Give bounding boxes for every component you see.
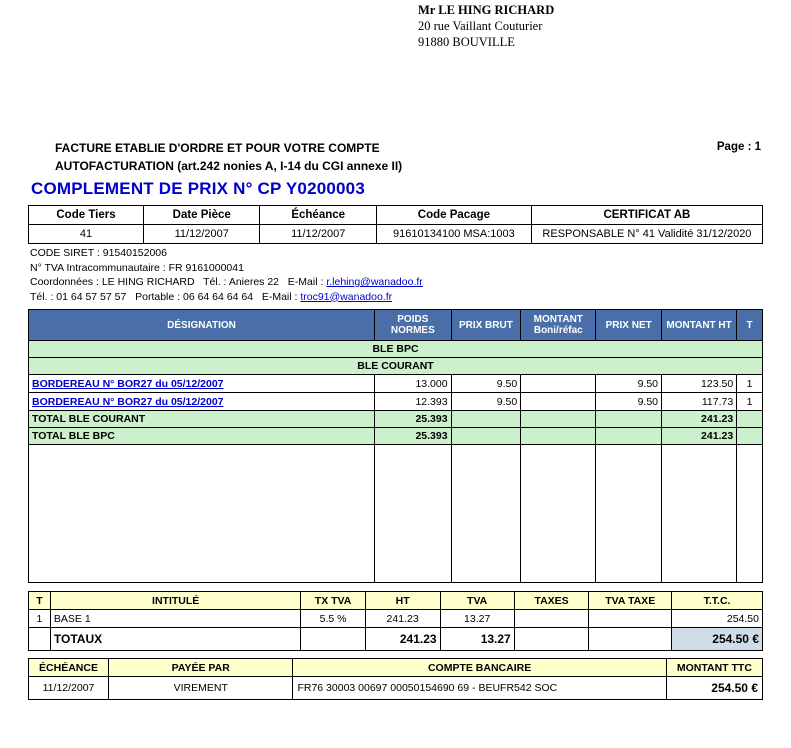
designation-table bbox=[28, 309, 763, 583]
total-boni-ble-courant bbox=[521, 411, 596, 428]
table-empty-space bbox=[29, 445, 763, 583]
totaux-ht: 241.23 bbox=[365, 628, 440, 651]
portable-value: 06 64 64 64 64 bbox=[182, 290, 254, 303]
email-link-1[interactable]: r.lehing@wanadoo.fr bbox=[326, 276, 423, 288]
total-brut-ble-courant bbox=[451, 411, 521, 428]
totaux-taxes bbox=[514, 628, 589, 651]
portable-label: Portable : bbox=[135, 290, 181, 303]
payment-row bbox=[29, 677, 763, 700]
tva-row-taxes bbox=[514, 610, 589, 628]
tva-line bbox=[30, 261, 423, 276]
total-t-ble-bpc bbox=[737, 428, 763, 445]
tva-totaux-row bbox=[29, 628, 763, 651]
tva-col-header-taxes: TAXES bbox=[514, 592, 589, 610]
col-header-poids: POIDS NORMES bbox=[375, 310, 452, 341]
tva-row-tva-taxe bbox=[589, 610, 672, 628]
tva-row-t: 1 bbox=[29, 610, 51, 628]
payment-col-header-compte: COMPTE BANCAIRE bbox=[293, 659, 666, 677]
total-poids-ble-bpc: 25.393 bbox=[375, 428, 452, 445]
facture-statement-line-2: AUTOFACTURATION (art.242 nonies A, I-14 du CGI annexe II) bbox=[55, 159, 403, 173]
total-row-ble-courant bbox=[29, 411, 763, 428]
row-designation-cell bbox=[29, 393, 375, 411]
row-prix-brut: 9.50 bbox=[451, 375, 521, 393]
row-montant-ht: 117.73 bbox=[662, 393, 737, 411]
payment-col-header-echeance: ÉCHÉANCE bbox=[29, 659, 109, 677]
value-certificat: RESPONSABLE N° 41 Validité 31/12/2020 bbox=[531, 225, 762, 244]
payment-compte-bancaire: FR76 30003 00697 00050154690 69 - BEUFR542 SOC bbox=[293, 677, 666, 700]
info-header-row bbox=[29, 206, 763, 225]
total-t-ble-courant bbox=[737, 411, 763, 428]
tel-value-1: Anieres 22 bbox=[228, 276, 280, 288]
value-code-pacage: 91610134100 MSA:1003 bbox=[376, 225, 531, 244]
col-header-montant-ht: MONTANT HT bbox=[662, 310, 737, 341]
payment-col-header-montant-ttc: MONTANT TTC bbox=[666, 659, 762, 677]
row-montant-boni bbox=[521, 375, 596, 393]
col-header-designation: DÉSIGNATION bbox=[29, 310, 375, 341]
row-prix-brut: 9.50 bbox=[451, 393, 521, 411]
total-poids-ble-courant: 25.393 bbox=[375, 411, 452, 428]
total-label-ble-courant: TOTAL BLE COURANT bbox=[29, 411, 375, 428]
totaux-label: TOTAUX bbox=[50, 628, 301, 651]
payment-montant-ttc: 254.50 € bbox=[666, 677, 762, 700]
tva-col-header-intitule: INTITULÉ bbox=[50, 592, 301, 610]
section-row-ble-courant bbox=[29, 358, 763, 375]
totaux-tva-taxe bbox=[589, 628, 672, 651]
header-code-pacage: Code Pacage bbox=[376, 206, 531, 225]
invoice-info-table bbox=[28, 205, 763, 244]
payment-table bbox=[28, 658, 763, 700]
facture-statement bbox=[55, 139, 402, 175]
email-label-1: E-Mail : bbox=[287, 276, 324, 288]
row-montant-ht: 123.50 bbox=[662, 375, 737, 393]
tva-col-header-tva: TVA bbox=[440, 592, 514, 610]
tva-row-tva: 13.27 bbox=[440, 610, 514, 628]
payment-payee-par: VIREMENT bbox=[109, 677, 293, 700]
tva-col-header-ht: HT bbox=[365, 592, 440, 610]
total-montant-ht-ble-courant: 241.23 bbox=[662, 411, 737, 428]
tel-label-1: Tél. : bbox=[203, 276, 227, 288]
row-poids: 13.000 bbox=[375, 375, 452, 393]
document-title: COMPLEMENT DE PRIX N° CP Y0200003 bbox=[31, 179, 365, 198]
header-echeance: Échéance bbox=[260, 206, 376, 225]
value-date-piece: 11/12/2007 bbox=[144, 225, 260, 244]
recipient-name: Mr LE HING RICHARD bbox=[418, 3, 555, 17]
totaux-tva: 13.27 bbox=[440, 628, 514, 651]
payment-col-header-payee-par: PAYÉE PAR bbox=[109, 659, 293, 677]
empty-cell-t bbox=[737, 445, 763, 583]
page-number: Page : 1 bbox=[716, 141, 761, 153]
empty-cell-brut bbox=[451, 445, 521, 583]
tva-row-intitule: BASE 1 bbox=[50, 610, 301, 628]
recipient-address-line-2: 91880 BOUVILLE bbox=[418, 35, 515, 49]
value-echeance: 11/12/2007 bbox=[260, 225, 376, 244]
section-label-ble-bpc: BLE BPC bbox=[29, 341, 763, 358]
empty-cell-net bbox=[596, 445, 662, 583]
designation-header-row bbox=[29, 310, 763, 341]
recipient-address-line-1: 20 rue Vaillant Couturier bbox=[418, 19, 543, 33]
totaux-ttc: 254.50 € bbox=[672, 628, 763, 651]
total-montant-ht-ble-bpc: 241.23 bbox=[662, 428, 737, 445]
totaux-empty-tx bbox=[301, 628, 365, 651]
tva-col-header-ttc: T.T.C. bbox=[672, 592, 763, 610]
tva-row bbox=[29, 610, 763, 628]
total-label-ble-bpc: TOTAL BLE BPC bbox=[29, 428, 375, 445]
tel-label-2: Tél. : bbox=[30, 290, 54, 303]
recipient-address bbox=[418, 2, 554, 50]
tva-label: N° TVA Intracommunautaire : bbox=[30, 261, 166, 274]
total-row-ble-bpc bbox=[29, 428, 763, 445]
col-header-prix-net: PRIX NET bbox=[596, 310, 662, 341]
table-row bbox=[29, 393, 763, 411]
bordereau-link[interactable]: BORDEREAU N° BOR27 du 05/12/2007 bbox=[32, 395, 224, 408]
tva-row-ht: 241.23 bbox=[365, 610, 440, 628]
coordinates-label: Coordonnées : bbox=[30, 276, 99, 288]
col-header-t: T bbox=[737, 310, 763, 341]
total-boni-ble-bpc bbox=[521, 428, 596, 445]
value-code-tiers: 41 bbox=[29, 225, 144, 244]
row-t: 1 bbox=[737, 393, 763, 411]
empty-cell-designation bbox=[29, 445, 375, 583]
totaux-empty-t bbox=[29, 628, 51, 651]
col-header-prix-brut: PRIX BRUT bbox=[451, 310, 521, 341]
row-poids: 12.393 bbox=[375, 393, 452, 411]
empty-cell-poids bbox=[375, 445, 452, 583]
tva-value: FR 9161000041 bbox=[168, 261, 244, 274]
facture-statement-line-1: FACTURE ETABLIE D'ORDRE ET POUR VOTRE COMPTE bbox=[55, 141, 380, 155]
row-t: 1 bbox=[737, 375, 763, 393]
col-header-montant-boni: MONTANT Boni/réfac bbox=[521, 310, 596, 341]
tva-row-tx: 5.5 % bbox=[301, 610, 365, 628]
bordereau-link[interactable]: BORDEREAU N° BOR27 du 05/12/2007 bbox=[32, 377, 224, 390]
siret-value: 91540152006 bbox=[102, 247, 167, 259]
empty-cell-ht bbox=[662, 445, 737, 583]
info-value-row bbox=[29, 225, 763, 244]
tva-totals-table bbox=[28, 591, 763, 651]
tva-col-header-tx-tva: TX TVA bbox=[301, 592, 365, 610]
total-net-ble-bpc bbox=[596, 428, 662, 445]
payment-header-row bbox=[29, 659, 763, 677]
row-designation-cell bbox=[29, 375, 375, 393]
payment-echeance: 11/12/2007 bbox=[29, 677, 109, 700]
header-date-piece: Date Pièce bbox=[144, 206, 260, 225]
siret-label: CODE SIRET : bbox=[30, 247, 100, 259]
identity-block bbox=[30, 246, 423, 304]
section-label-ble-courant: BLE COURANT bbox=[29, 358, 763, 375]
email-link-2[interactable]: troc91@wanadoo.fr bbox=[300, 290, 393, 303]
tva-col-header-t: T bbox=[29, 592, 51, 610]
tel-value-2: 01 64 57 57 57 bbox=[56, 290, 127, 303]
tva-header-row bbox=[29, 592, 763, 610]
header-code-tiers: Code Tiers bbox=[29, 206, 144, 225]
tva-row-ttc: 254.50 bbox=[672, 610, 763, 628]
siret-line bbox=[30, 246, 423, 261]
coordinates-line bbox=[30, 275, 423, 290]
coordinates-name: LE HING RICHARD bbox=[101, 276, 195, 288]
total-brut-ble-bpc bbox=[451, 428, 521, 445]
phone-line bbox=[30, 290, 423, 305]
row-prix-net: 9.50 bbox=[596, 393, 662, 411]
total-net-ble-courant bbox=[596, 411, 662, 428]
empty-cell-boni bbox=[521, 445, 596, 583]
row-prix-net: 9.50 bbox=[596, 375, 662, 393]
email-label-2: E-Mail : bbox=[261, 290, 298, 303]
row-montant-boni bbox=[521, 393, 596, 411]
section-row-ble-bpc bbox=[29, 341, 763, 358]
table-row bbox=[29, 375, 763, 393]
tva-col-header-tva-taxe: TVA TAXE bbox=[589, 592, 672, 610]
header-certificat: CERTIFICAT AB bbox=[531, 206, 762, 225]
